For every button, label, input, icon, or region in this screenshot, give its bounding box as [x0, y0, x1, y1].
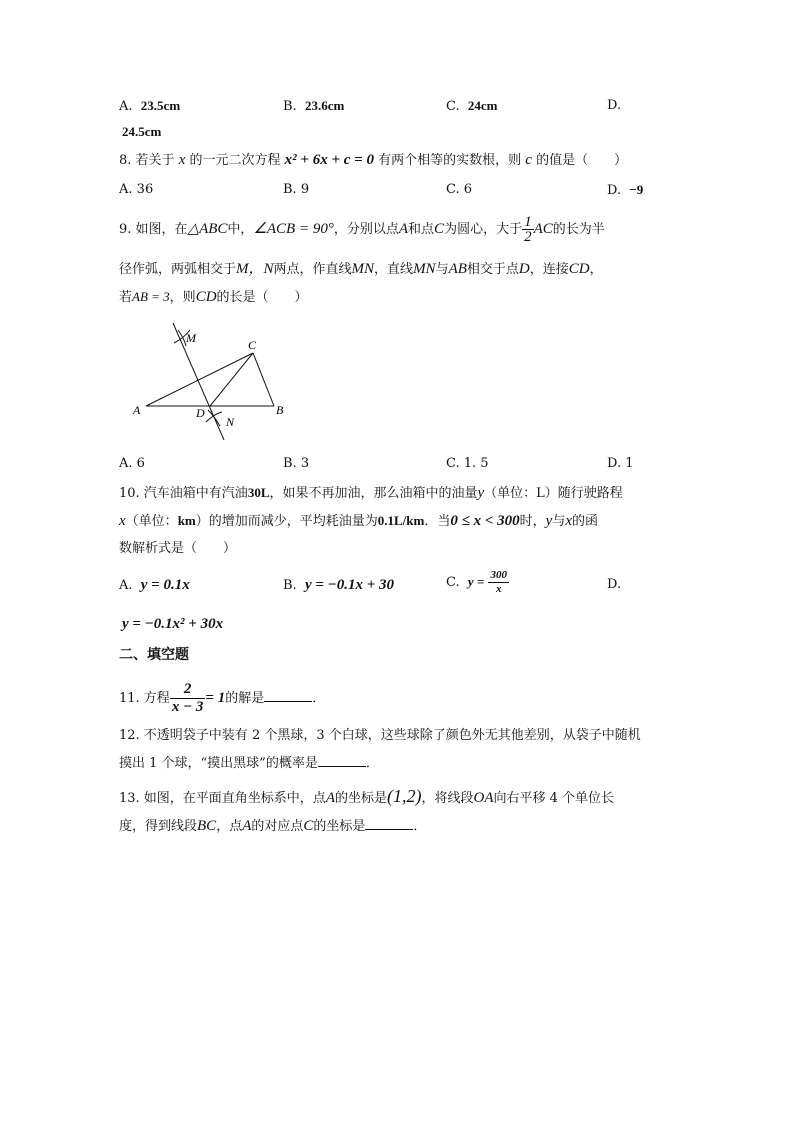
q9-stem-line1: 9. 如图，在△ABC中，∠ACB = 90°，分别以点A和点C为圆心，大于 $\frac{1}{2}$ AC的长为半: [119, 214, 605, 245]
q8-equation: x² + 6x + c = 0: [284, 152, 374, 168]
q8-option-d[interactable]: D. −9: [607, 182, 644, 198]
q8-option-b[interactable]: B. 9: [283, 182, 310, 197]
q8-option-c[interactable]: C. 6: [446, 182, 473, 197]
line-mn: [173, 323, 224, 440]
label-m: M: [186, 331, 196, 345]
segment-cb: [253, 353, 274, 406]
label-a: A: [133, 403, 141, 417]
q13-answer-blank[interactable]: [365, 817, 413, 830]
section-title-fill-blank: 二、填空题: [119, 647, 189, 663]
q10-options: [0, 569, 794, 605]
q9-option-d[interactable]: D. 1: [607, 456, 634, 471]
q10-stem-line1: 10. 汽车油箱中有汽油30L，如果不再加油，那么油箱中的油量y（单位：L）随行驶路程: [119, 485, 623, 501]
q12-line2: 摸出 1 个球，“摸出黑球”的概率是 ．: [119, 756, 379, 771]
q10-stem-line3: 数解析式是（ ）: [119, 541, 237, 556]
q9-triangle-figure: [128, 318, 298, 443]
q9-option-c[interactable]: C. 1. 5: [446, 456, 489, 471]
q8-stem: 8. 若关于 x 的一元二次方程 x² + 6x + c = 0 有两个相等的实数根，则 c 的值是（ ）: [119, 152, 628, 168]
q13-line1: 13. 如图，在平面直角坐标系中，点A的坐标是(1,2)，将线段OA向右平移 4 个单位长: [119, 786, 615, 806]
q10-option-a[interactable]: A. y = 0.1x: [119, 577, 190, 593]
q7-option-b[interactable]: B. 23.6cm: [283, 98, 345, 114]
label-d: D: [196, 406, 205, 420]
q12-answer-blank[interactable]: [318, 754, 366, 767]
q12-line1: 12. 不透明袋子中装有 2 个黑球，3 个白球，这些球除了颜色外无其他差别，从袋子中随机: [119, 728, 641, 743]
q13-line2: 度，得到线段BC，点A的对应点C的坐标是 ．: [119, 818, 427, 834]
q10-option-d-value: y = −0.1x² + 30x: [122, 616, 224, 632]
q10-option-b[interactable]: B. y = −0.1x + 30: [283, 577, 395, 593]
q7-option-d-value: 24.5cm: [122, 124, 162, 139]
segment-cd: [210, 353, 253, 406]
q9-option-a[interactable]: A. 6: [119, 456, 145, 471]
q10-option-c[interactable]: C. y = $\frac{300}{x}$: [446, 569, 507, 595]
label-b: B: [276, 403, 284, 417]
q7-option-d-label[interactable]: D.: [607, 98, 622, 113]
q8-option-a[interactable]: A. 36: [119, 182, 154, 197]
label-n: N: [226, 415, 235, 429]
q10-stem-line2: x（单位：km）的增加而减少，平均耗油量为0.1L/km．当0 ≤ x < 300时，y与x的函: [119, 513, 599, 529]
q9-option-b[interactable]: B. 3: [283, 456, 310, 471]
q7-option-a[interactable]: A. 23.5cm: [119, 98, 181, 114]
q10-option-d-label[interactable]: D.: [607, 577, 622, 592]
label-c: C: [248, 338, 257, 352]
q11-stem: 11. 方程 $\frac{2}{x - 3}$ = 1的解是 ．: [119, 681, 326, 715]
q7-option-c[interactable]: C. 24cm: [446, 98, 498, 114]
q11-fraction: $\frac{2}{x - 3}$: [171, 681, 204, 715]
q9-half-fraction: $\frac{1}{2}$: [524, 214, 532, 245]
q11-answer-blank[interactable]: [264, 689, 312, 702]
segment-ac: [146, 353, 253, 406]
q9-stem-line2: 径作弧，两弧相交于M，N两点，作直线MN，直线MN与AB相交于点D，连接CD，: [119, 261, 603, 277]
q9-stem-line3: 若AB = 3，则CD的长是（ ）: [119, 289, 308, 305]
